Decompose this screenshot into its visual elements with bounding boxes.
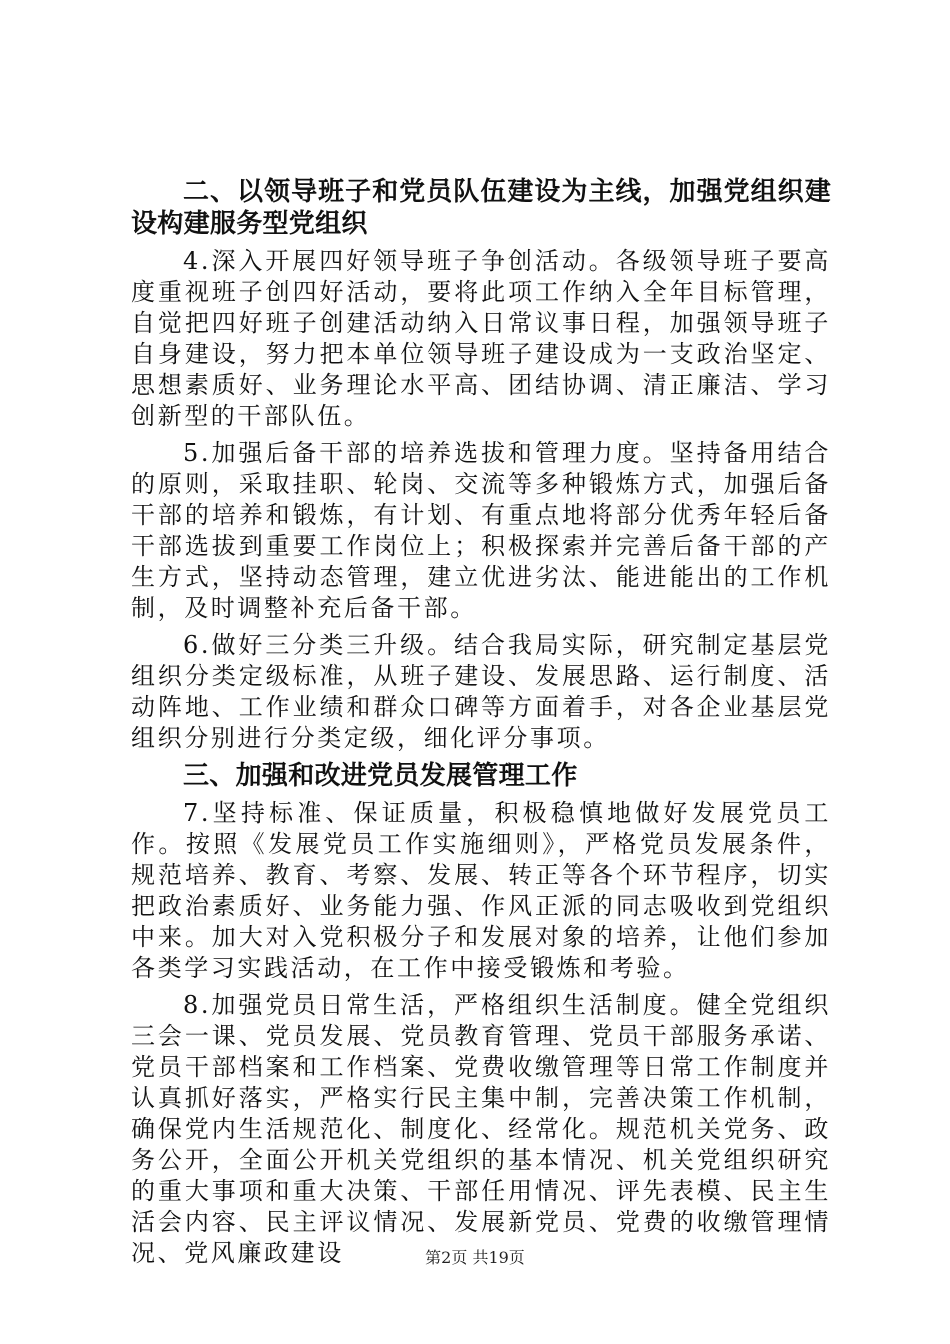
paragraph-item-6: 6.做好三分类三升级。结合我局实际，研究制定基层党组织分类定级标准，从班子建设、发展思路、运行制度、活动阵地、工作业绩和群众口碑等方面着手，对各企业基层党组织分别进行分类定级，细化评分事项。 <box>131 631 831 752</box>
paragraph-item-5: 5.加强后备干部的培养选拔和管理力度。坚持备用结合的原则，采取挂职、轮岗、交流等多种锻炼方式，加强后备干部的培养和锻炼，有计划、有重点地将部分优秀年轻后备干部选拔到重要工作岗位上；积极探索并完善后备干部的产生方式，坚持动态管理，建立优进劣汰、能进能出的工作机制，及时调整补充后备干部。 <box>131 439 831 622</box>
page-number-footer: 第2页 共19页 <box>425 1248 525 1267</box>
section-heading-3: 三、加强和改进党员发展管理工作 <box>183 761 578 791</box>
paragraph-item-8: 8.加强党员日常生活，严格组织生活制度。健全党组织三会一课、党员发展、党员教育管理、党员干部服务承诺、党员干部档案和工作档案、党费收缴管理等日常工作制度并认真抓好落实，严格实行民主集中制，完善决策工作机制，确保党内生活规范化、制度化、经常化。规范机关党务、政务公开，全面公开机关党组织的基本情况、机关党组织研究的重大事项和重大决策、干部任用情况、评先表模、民主生活会内容、民主评议情况、发展新党员、党费的收缴管理情况、党风廉政建设 <box>131 991 831 1267</box>
document-body <box>131 176 831 1275</box>
paragraph-item-7: 7.坚持标准、保证质量，积极稳慎地做好发展党员工作。按照《发展党员工作实施细则》，严格党员发展条件，规范培养、教育、考察、发展、转正等各个环节程序，切实把政治素质好、业务能力强、作风正派的同志吸收到党组织中来。加大对入党积极分子和发展对象的培养，让他们参加各类学习实践活动，在工作中接受锻炼和考验。 <box>131 799 831 982</box>
section-heading-2: 二、以领导班子和党员队伍建设为主线，加强党组织建设构建服务型党组织 <box>131 177 831 239</box>
paragraph-item-4: 4.深入开展四好领导班子争创活动。各级领导班子要高度重视班子创四好活动，要将此项工作纳入全年目标管理，自觉把四好班子创建活动纳入日常议事日程，加强领导班子自身建设，努力把本单位领导班子建设成为一支政治坚定、思想素质好、业务理论水平高、团结协调、清正廉洁、学习创新型的干部队伍。 <box>131 247 831 430</box>
